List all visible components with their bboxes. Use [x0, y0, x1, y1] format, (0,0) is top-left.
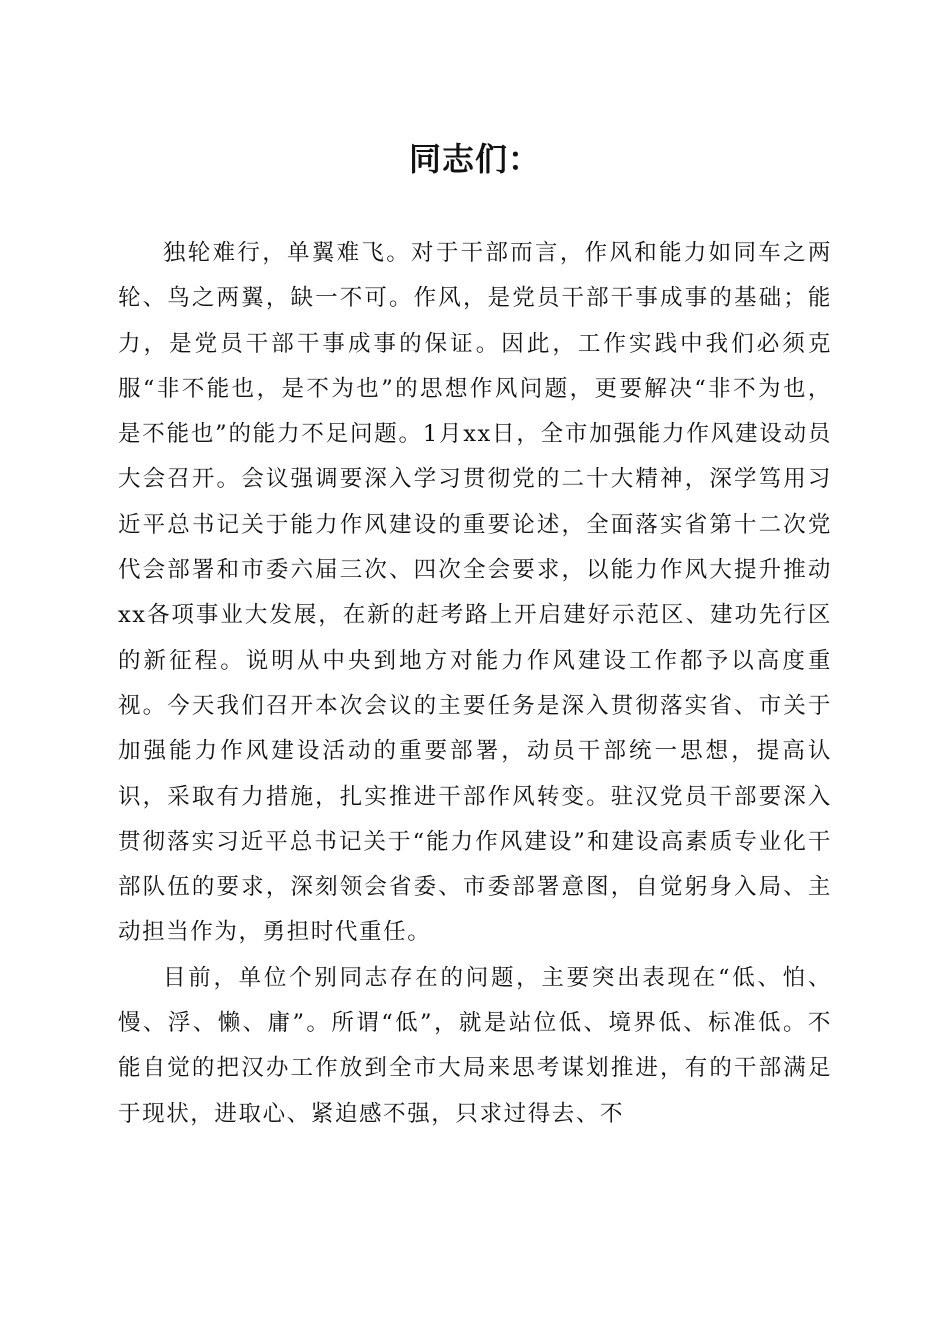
paragraph-1: 独轮难行，单翼难飞。对于干部而言，作风和能力如同车之两轮、鸟之两翼，缺一不可。作风，是党员干部干事成事的基础；能力，是党员干部干事成事的保证。因此，工作实践中我们必须克服“非不能也，是不为也”的思想作风问题，更要解决“非不为也，是不能也”的能力不足问题。1月xx日，全市加强能力作风建设动员大会召开。会议强调要深入学习贯彻党的二十大精神，深学笃用习近平总书记关于能力作风建设的重要论述，全面落实省第十二次党代会部署和市委六届三次、四次全会要求，以能力作风大提升推动xx各项事业大发展，在新的赶考路上开启建好示范区、建功先行区的新征程。说明从中央到地方对能力作风建设工作都予以高度重视。今天我们召开本次会议的主要任务是深入贯彻落实省、市关于加强能力作风建设活动的重要部署，动员干部统一思想，提高认识，采取有力措施，扎实推进干部作风转变。驻汉党员干部要深入贯彻落实习近平总书记关于“能力作风建设”和建设高素质专业化干部队伍的要求，深刻领会省委、市委部署意图，自觉躬身入局、主动担当作为，勇担时代重任。: [118, 240, 832, 946]
paragraph-2: 目前，单位个别同志存在的问题，主要突出表现在“低、怕、慢、浮、懒、庸”。所谓“低”，就是站位低、境界低、标准低。不能自觉的把汉办工作放到全市大局来思考谋划推进，有的干部满足于现状，进取心、紧迫感不强，只求过得去、不: [118, 964, 832, 1127]
page-title: 同志们：: [408, 140, 541, 178]
document-body: [118, 231, 832, 1137]
